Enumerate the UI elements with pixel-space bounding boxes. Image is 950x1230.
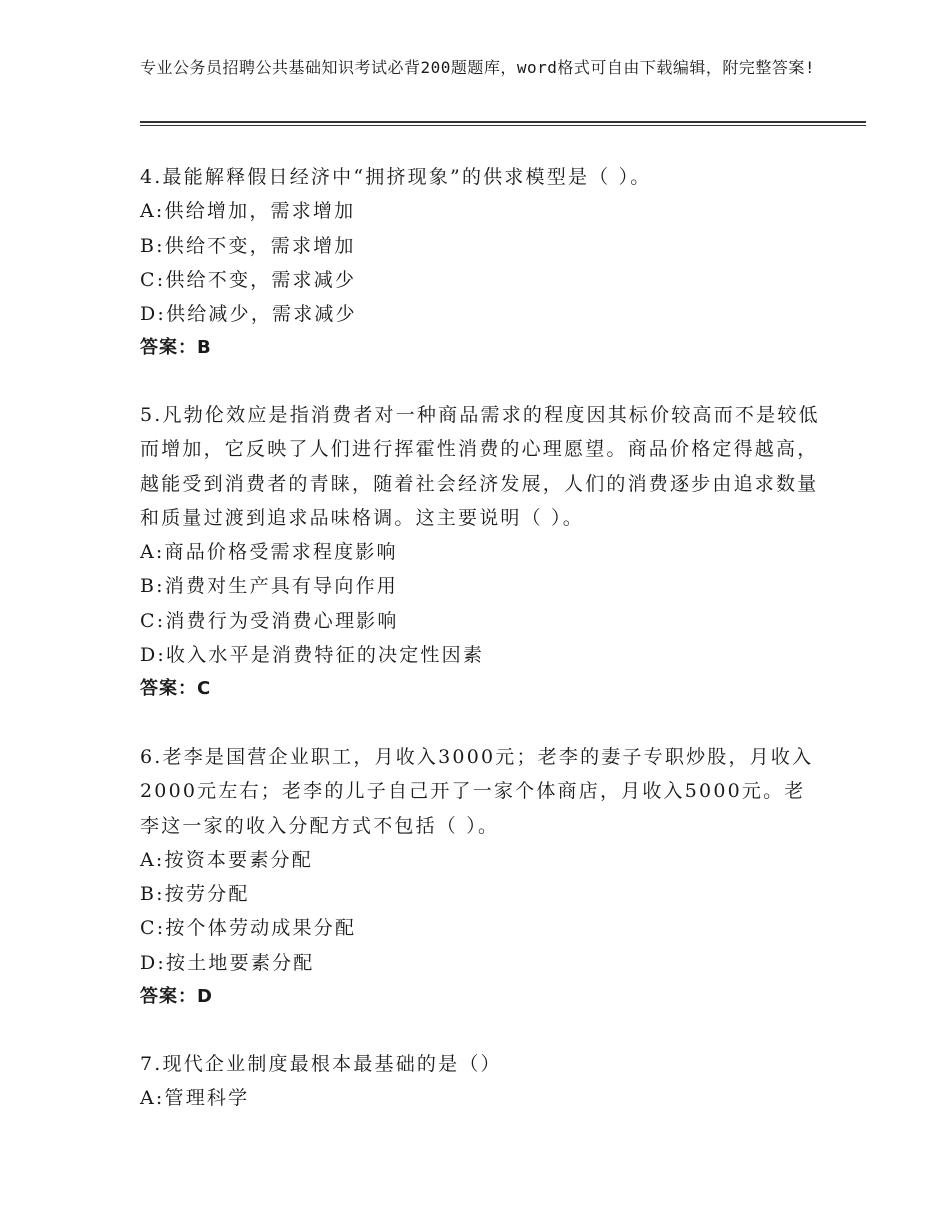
answer-label: 答案：C — [140, 678, 212, 700]
option-c: C:供给不变，需求减少 — [140, 268, 357, 291]
header-divider-thin — [140, 125, 866, 126]
question-stem: 5.凡勃伦效应是指消费者对一种商品需求的程度因其标价较高而不是较低而增加，它反映了人们进行挥霍性消费的心理愿望。商品价格定得越高，越能受到消费者的青睐，随着社会经济发展，人们的消费逐步由追求数量和质量过渡到追求品味格调。这主要说明（ ）。 — [140, 404, 820, 529]
option-d: D:按土地要素分配 — [140, 951, 315, 974]
option-a: A:管理科学 — [140, 1087, 250, 1110]
question-7 — [140, 1047, 820, 1116]
option-c: C:消费行为受消费心理影响 — [140, 609, 399, 632]
question-stem: 6.老李是国营企业职工，月收入3000元；老李的妻子专职炒股，月收入2000元左右；老李的儿子自己开了一家个体商店，月收入5000元。老李这一家的收入分配方式不包括（ ）。 — [140, 746, 814, 837]
header-divider-thick — [140, 121, 866, 123]
option-b: B:供给不变，需求增加 — [140, 234, 356, 257]
option-a: A:商品价格受需求程度影响 — [140, 541, 398, 564]
question-6 — [140, 740, 820, 1014]
option-b: B:消费对生产具有导向作用 — [140, 575, 398, 598]
option-d: D:供给减少，需求减少 — [140, 303, 357, 326]
answer-label: 答案：D — [140, 986, 213, 1008]
option-b: B:按劳分配 — [140, 883, 250, 906]
document-header: 专业公务员招聘公共基础知识考试必背200题题库，word格式可自由下载编辑，附完整答案! — [140, 58, 816, 77]
question-5 — [140, 398, 820, 707]
answer-label: 答案：B — [140, 337, 212, 359]
option-a: A:供给增加，需求增加 — [140, 200, 356, 223]
option-a: A:按资本要素分配 — [140, 848, 313, 871]
option-c: C:按个体劳动成果分配 — [140, 917, 357, 940]
question-4 — [140, 160, 820, 366]
question-stem: 4.最能解释假日经济中“拥挤现象”的供求模型是（ ）。 — [140, 166, 652, 188]
question-stem: 7.现代企业制度最根本最基础的是（） — [140, 1053, 502, 1075]
option-d: D:收入水平是消费特征的决定性因素 — [140, 644, 485, 667]
